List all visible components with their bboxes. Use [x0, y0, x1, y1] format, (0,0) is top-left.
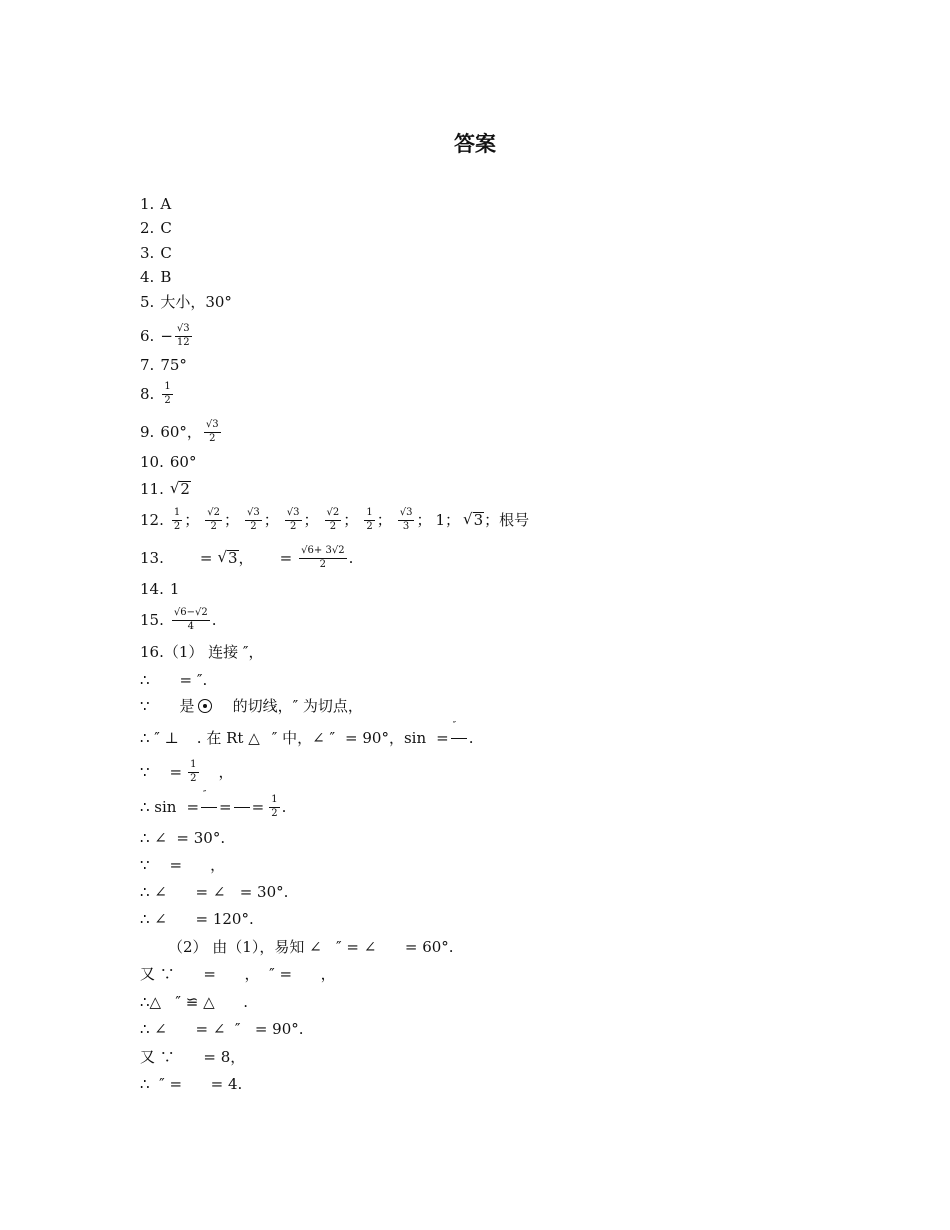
- comma: ，: [210, 855, 226, 874]
- answer-number: 8.: [140, 384, 155, 403]
- answer-number: 13.: [140, 548, 164, 567]
- separator: ；: [224, 510, 240, 529]
- ratio-fraction: [199, 789, 219, 815]
- radical: √ 2: [169, 479, 190, 498]
- proof-line: [140, 853, 225, 877]
- answer-5: [140, 290, 232, 314]
- fraction: $\frac{√2}{2}$: [326, 507, 340, 532]
- equals-sign: =: [219, 797, 232, 816]
- proof-line: [140, 760, 234, 784]
- fraction: [162, 382, 172, 406]
- separator: ；: [263, 510, 279, 529]
- answer-11: [140, 477, 191, 501]
- answer-text: B: [160, 267, 172, 286]
- answer-number: 5.: [140, 292, 155, 311]
- ratio-fraction: [449, 720, 469, 746]
- answer-number: 11.: [140, 479, 164, 498]
- circle-dot-icon: [198, 699, 212, 713]
- fraction-numerator: 1: [188, 760, 198, 773]
- fraction: $\frac{√2}{2}$: [207, 507, 220, 532]
- fraction-numerator: 3: [293, 507, 300, 518]
- fraction-denominator: 2: [319, 558, 327, 570]
- proof-line: [140, 1017, 304, 1041]
- fraction-denominator: 12: [176, 336, 190, 348]
- fraction-numerator: 1: [269, 795, 279, 808]
- fraction-numerator-a: 6: [307, 545, 314, 556]
- proof-text: ″ 中，∠ ″: [271, 728, 336, 747]
- equals-sign: =: [199, 548, 213, 567]
- separator: ；: [416, 510, 432, 529]
- separator: ；: [184, 510, 200, 529]
- answer-text: A: [160, 194, 172, 213]
- equals-sign: =: [169, 855, 183, 874]
- period: .: [348, 548, 354, 567]
- minus-sign: −: [160, 326, 173, 345]
- minus-sign: −: [186, 607, 195, 618]
- proof-line: [140, 1072, 242, 1096]
- proof-line: [140, 907, 254, 931]
- period: .: [468, 728, 474, 747]
- answer-13: [140, 546, 353, 570]
- proof-text: . 在 Rt △: [196, 728, 260, 747]
- proof-text: 16.（1） 连接 ″，: [140, 642, 264, 661]
- fraction-numerator-b: 2: [338, 545, 345, 556]
- answer-text: C: [160, 218, 172, 237]
- fraction-denominator: 4: [187, 620, 194, 632]
- proof-line: [140, 789, 287, 819]
- answer-number: 7.: [140, 355, 155, 374]
- period: .: [211, 610, 217, 629]
- comma: ，: [218, 762, 234, 781]
- answer-number: 2.: [140, 218, 155, 237]
- fraction-numerator: 3: [253, 507, 260, 518]
- fraction: [188, 760, 198, 784]
- fraction-numerator: 2: [332, 507, 340, 518]
- answer-4: [140, 265, 171, 289]
- proof-text: ∴ ∠ = 30°.: [140, 828, 226, 847]
- proof-text: ∴ ∠ = ∠ = 30°.: [140, 882, 289, 901]
- answer-15: [140, 608, 217, 632]
- period: .: [281, 797, 287, 816]
- proof-line-16: [140, 640, 264, 664]
- equals-sign: =: [169, 762, 183, 781]
- answer-9: [140, 420, 223, 444]
- answer-3: [140, 241, 172, 265]
- radical: √ 3: [463, 510, 484, 529]
- proof-line: [140, 694, 363, 718]
- fraction-denominator: 2: [366, 520, 373, 532]
- proof-text: ∴ sin: [140, 797, 177, 816]
- fraction-denominator: 3: [402, 520, 410, 532]
- separator: ；: [376, 510, 392, 529]
- answer-text: 75°: [160, 355, 187, 374]
- fraction-denominator: 2: [173, 520, 181, 532]
- proof-line: [140, 962, 336, 986]
- fraction: $\frac{√3}{3}$: [399, 507, 413, 532]
- answer-number: 10.: [140, 452, 164, 471]
- proof-text: 的切线，″ 为切点，: [232, 696, 363, 715]
- fraction: $\frac{√3}{2}$: [286, 507, 300, 532]
- equals-sign: =: [436, 728, 449, 747]
- fraction-numerator: 3: [406, 507, 413, 518]
- because-text: ∵: [140, 855, 150, 874]
- proof-line: [140, 1045, 245, 1069]
- plus-term: + 3: [313, 545, 332, 556]
- proof-line: [140, 720, 474, 750]
- fraction-denominator: 2: [250, 520, 257, 532]
- proof-line: [140, 668, 207, 692]
- radicand: 2: [180, 480, 190, 498]
- fraction-denominator: 2: [190, 772, 197, 784]
- answer-number: 14.: [140, 579, 164, 598]
- fraction-denominator: 2: [209, 432, 216, 444]
- fraction-denominator: 2: [289, 520, 297, 532]
- proof-text: ∴ ″ ⊥: [140, 728, 179, 747]
- answer-6: [140, 324, 194, 348]
- answer-text: C: [160, 243, 172, 262]
- answer-text: 1: [169, 579, 180, 598]
- ratio-bar: [234, 807, 250, 808]
- fraction: [269, 795, 279, 819]
- fraction-denominator: 2: [210, 520, 217, 532]
- comma: ，: [238, 548, 254, 567]
- fraction-denominator: 2: [271, 807, 278, 819]
- radical: √ 3: [217, 548, 238, 567]
- answer-10: [140, 450, 196, 474]
- fraction: $\frac{√6+ 3√2}{2}$: [301, 545, 345, 570]
- answer-number: 1.: [140, 194, 155, 213]
- proof-text: = 90°，sin: [345, 728, 427, 747]
- answer-text: 60°: [169, 452, 197, 471]
- prime-mark: ″: [203, 789, 207, 800]
- answer-7: [140, 353, 187, 377]
- equals-sign: =: [279, 548, 293, 567]
- answer-2: [140, 216, 172, 240]
- proof-text: ∴ ∠ = ∠ ″ = 90°.: [140, 1019, 304, 1038]
- answer-number: 15.: [140, 610, 164, 629]
- separator: ；: [343, 510, 359, 529]
- fraction-numerator: 1: [364, 508, 374, 521]
- because-text: ∵: [140, 762, 150, 781]
- fraction: $\frac{√3}{2}$: [205, 419, 219, 444]
- answer-1: [140, 192, 171, 216]
- answer-number: 12.: [140, 510, 164, 529]
- answer-number: 9.: [140, 422, 155, 441]
- answer-text: ；根号: [484, 510, 530, 529]
- fraction: $\frac{√3}{2}$: [247, 507, 260, 532]
- proof-text: ∴ ∠ = 120°.: [140, 909, 254, 928]
- answer-number: 6.: [140, 326, 155, 345]
- page-title: 答案: [454, 132, 496, 156]
- fraction-denominator: 2: [329, 520, 337, 532]
- answer-number: 4.: [140, 267, 155, 286]
- fraction-numerator: 2: [213, 507, 220, 518]
- because-text: ∵: [140, 696, 150, 715]
- radicand: 3: [473, 511, 484, 529]
- prime-mark: ″: [452, 720, 457, 731]
- fraction-numerator: 1: [162, 382, 172, 395]
- proof-text: 是: [179, 696, 195, 715]
- fraction: $\frac{√3}{12}$: [176, 323, 190, 348]
- proof-line: [140, 990, 248, 1014]
- fraction-numerator: 3: [212, 419, 219, 430]
- proof-line: [140, 826, 225, 850]
- proof-line: [168, 935, 454, 959]
- fraction-numerator: 1: [172, 508, 182, 521]
- separator: ；: [303, 510, 319, 529]
- fraction: [172, 508, 182, 532]
- fraction-denominator: 2: [164, 394, 171, 406]
- answer-14: [140, 577, 179, 601]
- answer-text: 大小，30°: [160, 292, 232, 311]
- proof-text: （2） 由（1），易知 ∠ ″ = ∠ = 60°.: [168, 937, 454, 956]
- proof-text: 又 ∵ = ， ″ = ，: [140, 964, 336, 983]
- answer-text: 1；: [435, 510, 461, 529]
- proof-line: [140, 880, 288, 904]
- answer-text: 60°，: [160, 422, 202, 441]
- fraction-numerator: 3: [183, 323, 190, 334]
- fraction: $\frac{√6-√2}{4}$: [173, 607, 208, 632]
- proof-text: 又 ∵ = 8，: [140, 1047, 246, 1066]
- proof-text: = ″.: [179, 670, 208, 689]
- answer-8: [140, 382, 175, 406]
- fraction: [364, 508, 374, 532]
- fraction-numerator-b: 2: [201, 607, 208, 618]
- proof-text: ∴ ″ = = 4.: [140, 1074, 243, 1093]
- radicand: 3: [228, 549, 238, 567]
- fraction-numerator-a: 6: [180, 607, 187, 618]
- proof-text: ∴△ ″ ≌ △ .: [140, 992, 249, 1011]
- equals-sign: =: [251, 797, 265, 816]
- answer-12: [140, 508, 529, 532]
- answer-number: 3.: [140, 243, 155, 262]
- therefore-text: ∴: [140, 670, 150, 689]
- equals-sign: =: [186, 797, 200, 816]
